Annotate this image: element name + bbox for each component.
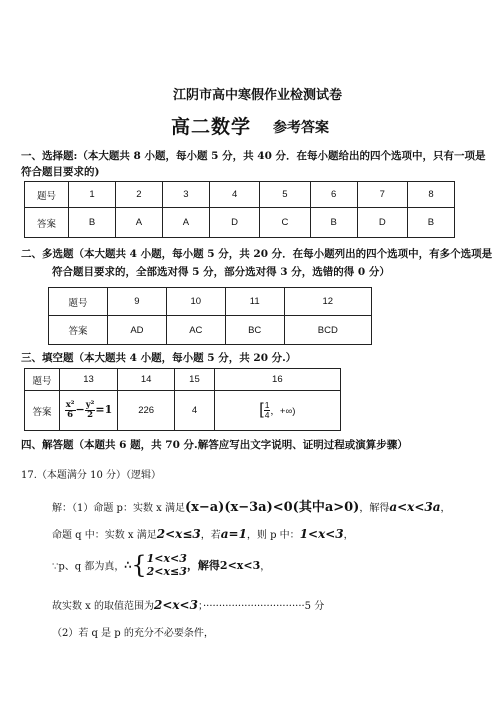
answer-cell: B [69,208,116,238]
answer-cell: AC [166,316,225,345]
row-label-question: 题号 [25,369,60,391]
answer-cell: D [209,208,259,238]
solution-line-4: 故实数 x 的取值范围为2<x<3；································5 分 [52,598,325,612]
solution-line-1: 解：（1）命题 p：实数 x 满足(x−a)(x−3a)<0(其中a>0)，解得a<x<3a， [52,500,451,515]
answer-cell: D [357,208,407,238]
question-number: 4 [209,182,259,208]
section2-heading: 二、多选题（本大题共 4 小题，每小题 5 分，共 20 分．在每小题列出的四个选项中，有多个选项是 [21,248,493,260]
question-number: 9 [108,288,167,316]
answer-cell: AD [108,316,167,345]
row-label-answer: 答案 [25,391,60,431]
section1-heading: 一、选择题:（本大题共 8 小题，每小题 5 分，共 40 分．在每小题给出的四个选项中，只有一项是 [21,150,486,162]
section2-heading-cont: 符合题目要求的，全部选对得 5 分，部分选对得 3 分，选错的得 0 分） [52,266,390,278]
section3-heading: 三、填空题（本大题共 4 小题，每小题 5 分，共 20 分.） [21,352,297,364]
document-title: 江阴市高中寒假作业检测试卷 [173,88,343,103]
section2-table [48,287,372,345]
question-number: 2 [115,182,162,208]
row-label-answer: 答案 [49,316,108,345]
row-label-answer: 答案 [25,208,69,238]
question-number: 12 [284,288,371,316]
question-number: 8 [407,182,454,208]
row-label-question: 题号 [49,288,108,316]
question-number: 6 [310,182,357,208]
answer-cell-15: 4 [175,391,214,431]
solution-line-2: 命题 q 中：实数 x 满足2<x≤3，若a=1，则 p 中：1<x<3， [52,527,354,541]
answer-cell-13: $\frac{\text{x²}}{6}$ − $\frac{\text{y²}}{2}$ =1 [60,391,118,431]
question-number: 5 [260,182,310,208]
section1-table [24,181,455,238]
answer-cell: B [407,208,454,238]
question-number: 15 [175,369,214,391]
solution-line-3: ∵p、q 都为真，∴{ 1<x<3 2<x≤3 ，解得2<x<3， [52,551,271,579]
answer-cell: BC [225,316,284,345]
row-label-question: 题号 [25,182,69,208]
question-number: 16 [214,369,340,391]
answer-cell: BCD [284,316,371,345]
question-number: 13 [60,369,118,391]
question-number: 1 [69,182,116,208]
question-number: 14 [118,369,175,391]
system-brace: { [131,551,147,579]
answer-cell-14: 226 [118,391,175,431]
answer-key-title: 参考答案 [273,120,329,136]
section3-table [24,368,341,431]
question-number: 7 [357,182,407,208]
answer-cell: C [260,208,310,238]
solution-line-5: （2）若 q 是 p 的充分不必要条件， [52,628,214,639]
answer-cell: A [162,208,209,238]
section1-heading-cont: 符合题目要求的) [21,166,100,178]
section4-heading: 四、解答题（本题共 6 题，共 70 分.解答应写出文字说明、证明过程或演算步骤） [21,439,408,451]
question-number: 11 [225,288,284,316]
subject-title: 高二数学 [171,116,252,138]
answer-cell-16: [ $\frac{1}{4}$ ，+∞) [214,391,340,431]
question-number: 3 [162,182,209,208]
question-number: 10 [166,288,225,316]
problem17-label: 17.（本题满分 10 分）（逻辑） [21,470,161,481]
answer-cell: A [115,208,162,238]
answer-cell: B [310,208,357,238]
